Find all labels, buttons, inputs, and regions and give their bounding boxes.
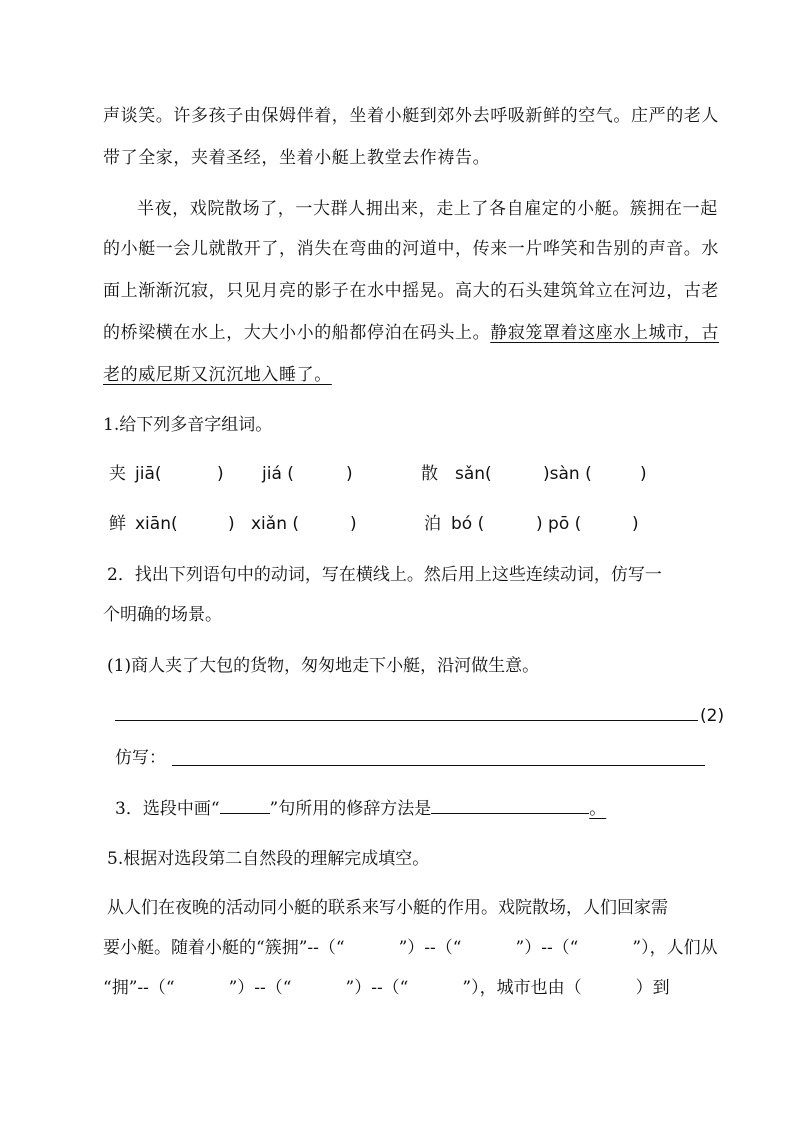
passage-p2-line1: 半夜，戏院散场了，一大群人拥出来，走上了各自雇定的小艇。簇拥在一起 xyxy=(137,199,718,219)
passage-p2-line5 xyxy=(103,363,332,387)
q2-answer-line[interactable] xyxy=(115,720,698,721)
q1-close-san2: ) xyxy=(640,464,647,484)
q3-quote-blank[interactable] xyxy=(220,797,270,814)
q3-prefix: 3．选段中画“ xyxy=(115,799,220,819)
q3-line xyxy=(115,797,606,821)
q3-middle: ”句所用的修辞方法是 xyxy=(269,799,432,819)
q2-line2: 个明确的场景。 xyxy=(103,605,222,625)
q1-char-jia: 夹 xyxy=(109,464,126,484)
q1-close-po: ) xyxy=(632,514,639,534)
q3-answer-blank[interactable] xyxy=(431,797,589,814)
q5-title: 5.根据对选段第二自然段的理解完成填空。 xyxy=(107,849,430,869)
q2-imitate-label: 仿写： xyxy=(115,748,166,768)
q5-line3: “拥”--（“ ”）--（“ ”）--（“ ”），城市也由（ ）到 xyxy=(103,978,670,998)
q1-close-jia2: ) xyxy=(346,464,353,484)
q2-blank-suffix: (2) xyxy=(700,706,725,726)
q1-close-xian2: ) xyxy=(350,514,357,534)
q1-py-san1: sǎn( xyxy=(455,464,492,484)
passage-p1-line2: 带了全家，夹着圣经，坐着小艇上教堂去作祷告。 xyxy=(103,148,491,168)
q1-py-jia2: jiá ( xyxy=(262,464,294,484)
passage-p2-line3: 面上渐渐沉寂，只见月亮的影子在水中摇晃。高大的石头建筑耸立在河边，古老 xyxy=(103,281,719,301)
q3-suffix: 。 xyxy=(589,799,607,819)
underlined-sentence-part2: 老的威尼斯又沉沉地入睡了。 xyxy=(103,365,332,385)
passage-p1-line1: 声谈笑。许多孩子由保姆伴着，坐着小艇到郊外去呼吸新鲜的空气。庄严的老人 xyxy=(103,106,719,126)
q5-line2: 要小艇。随着小艇的“簇拥”--（“ ”）--（“ ”）--（“ ”），人们从 xyxy=(103,938,718,958)
q1-py-bo: bó ( xyxy=(451,514,485,534)
passage-p2-line4-plain: 的桥梁横在水上，大大小小的船都停泊在码头上。 xyxy=(103,323,491,343)
q1-py-jia1: jiā( xyxy=(135,464,162,484)
q1-title: 1.给下列多音字组词。 xyxy=(103,415,273,435)
passage-p2-line2: 的小艇一会儿就散开了，消失在弯曲的河道中，传来一片哗笑和告别的声音。水 xyxy=(103,239,719,259)
q1-py-xian1: xiān( xyxy=(135,514,178,534)
q1-py-po: ) pō ( xyxy=(536,514,582,534)
q1-char-bo: 泊 xyxy=(424,514,441,534)
q1-close-xian1: ) xyxy=(228,514,235,534)
q2-sentence: (1)商人夹了大包的货物，匆匆地走下小艇，沿河做生意。 xyxy=(107,656,540,676)
q1-char-san: 散 xyxy=(421,464,438,484)
q1-close-jia1: ) xyxy=(217,464,224,484)
q2-line1: 2．找出下列语句中的动词，写在横线上。然后用上这些连续动词，仿写一 xyxy=(107,565,662,585)
q2-imitate-line[interactable] xyxy=(172,765,705,766)
q1-py-xian2: xiǎn ( xyxy=(251,514,300,534)
q5-line1: 从人们在夜晚的活动同小艇的联系来写小艇的作用。戏院散场，人们回家需 xyxy=(107,898,668,918)
q1-char-xian: 鲜 xyxy=(109,514,126,534)
underlined-sentence-part1: 静寂笼罩着这座水上城市，古 xyxy=(490,323,720,343)
passage-p2-line4 xyxy=(103,321,719,345)
q1-py-san2: )sàn ( xyxy=(543,464,592,484)
